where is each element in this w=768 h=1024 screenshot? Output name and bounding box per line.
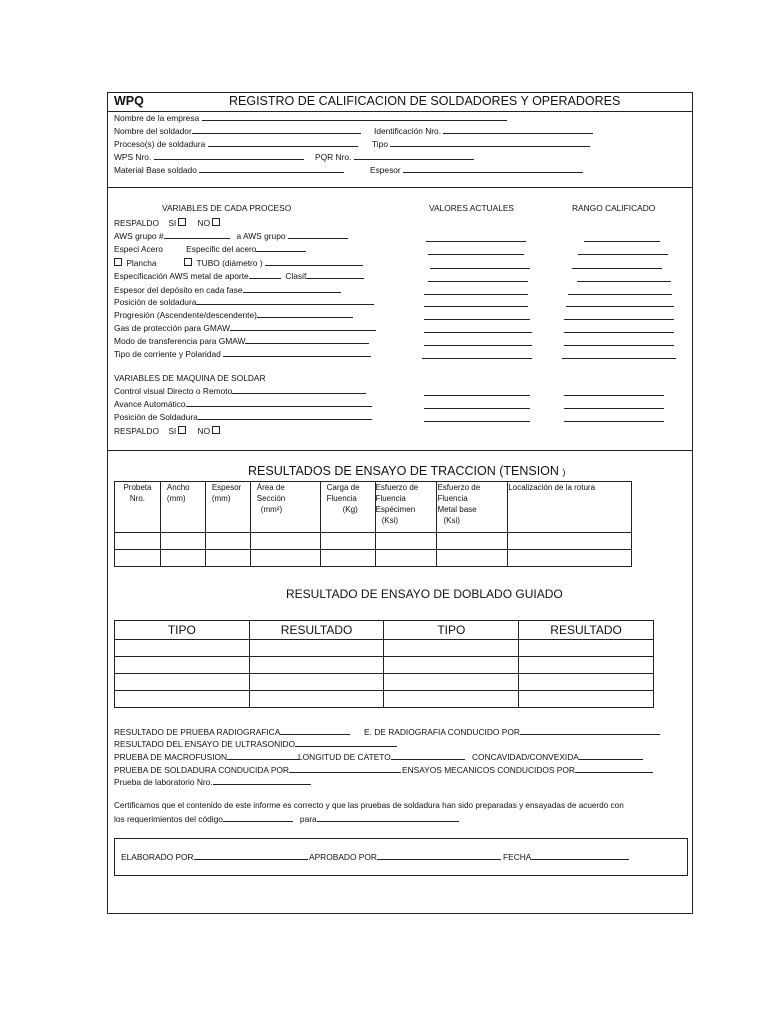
rango-line	[564, 421, 664, 422]
rango-line	[568, 294, 672, 295]
posicion-soldadura-row: Posición de Soldadura	[114, 412, 372, 422]
respaldo-row: RESPALDO SI NO	[114, 218, 222, 228]
maquina-heading: VARIABLES DE MAQUINA DE SOLDAR	[114, 373, 266, 383]
respaldo-no-checkbox[interactable]	[212, 218, 220, 226]
fecha-row: FECHA	[503, 852, 629, 862]
form-title: REGISTRO DE CALIFICACION DE SOLDADORES Y OPERADORES	[229, 94, 621, 108]
info-divider	[107, 187, 693, 188]
col-valores-actuales: VALORES ACTUALES	[429, 203, 515, 213]
conducido-row: E. DE RADIOGRAFIA CONDUCIDO POR	[364, 727, 660, 737]
rango-line	[572, 268, 662, 269]
info-procesos: Proceso(s) de soldadura	[114, 139, 358, 149]
header-tipo: TIPO	[384, 621, 519, 640]
rango-line	[562, 358, 676, 359]
espesor-deposito-row: Espesor del depósito en cada fase	[114, 285, 341, 295]
actual-line	[424, 421, 530, 422]
rango-line	[564, 395, 664, 396]
actual-line	[422, 358, 532, 359]
info-wps: WPS Nro.	[114, 152, 304, 162]
header-esfuerzo-base: Esfuerzo de Fluencia Metal base (Ksi)	[437, 482, 508, 533]
actual-line	[426, 241, 526, 242]
info-espesor: Espesor	[370, 165, 583, 175]
maquina-respaldo-si-checkbox[interactable]	[178, 426, 186, 434]
traccion-table	[114, 481, 632, 567]
elaborado-row: ELABORADO POR	[121, 852, 308, 862]
aws-grupo-row: AWS grupo # a AWS grupo	[114, 231, 348, 241]
header-espesor: Espesor (mm)	[205, 482, 250, 533]
table-row	[115, 550, 632, 567]
traccion-header-row	[115, 482, 632, 533]
actual-line	[424, 306, 528, 307]
mecanicos-row: ENSAYOS MECANICOS CONDUCIDOS POR	[402, 765, 653, 775]
actual-line	[424, 408, 530, 409]
ultrasonido-row: RESULTADO DEL ENSAYO DE ULTRASONIDO	[114, 739, 397, 749]
header-probeta: Probeta Nro.	[115, 482, 161, 533]
doblado-title: RESULTADO DE ENSAYO DE DOBLADO GUIADO	[286, 587, 563, 601]
respaldo-si-checkbox[interactable]	[178, 218, 186, 226]
col-rango-calificado: RANGO CALIFICADO	[572, 203, 656, 213]
header-localizacion: Localización de la rotura	[508, 482, 632, 533]
header-divider	[107, 111, 693, 112]
acero-row: Especi Acero Especific del acero	[114, 244, 306, 254]
rango-line	[564, 408, 664, 409]
rango-line	[564, 345, 674, 346]
rango-line	[564, 319, 674, 320]
info-tipo: Tipo	[372, 139, 590, 149]
info-pqr: PQR Nro.	[315, 152, 474, 162]
info-soldador: Nombre del soldador	[114, 126, 361, 136]
header-esfuerzo-especimen: Esfuerzo de Fluencia Espécimen (Ksi)	[375, 482, 437, 533]
laboratorio-row: Prueba de laboratorio Nro.	[114, 777, 311, 787]
actual-line	[424, 294, 528, 295]
rango-line	[584, 241, 660, 242]
posicion-row: Posición de soldadura	[114, 297, 374, 307]
rango-line	[578, 254, 668, 255]
form-code: WPQ	[114, 94, 144, 108]
header-carga: Carga de Fluencia (Kg)	[320, 482, 375, 533]
control-row: Control visual Directo o Remoto	[114, 386, 366, 396]
doblado-header-row	[115, 621, 654, 640]
table-row	[115, 640, 654, 657]
actual-line	[430, 268, 530, 269]
rango-line	[564, 332, 674, 333]
actual-line	[424, 332, 532, 333]
rango-line	[566, 306, 674, 307]
info-identificacion: Identificación Nro.	[374, 126, 593, 136]
table-row	[115, 533, 632, 550]
radiografica-row: RESULTADO DE PRUEBA RADIOGRAFICA	[114, 727, 350, 737]
table-row	[115, 691, 654, 708]
header-resultado: RESULTADO	[249, 621, 384, 640]
actual-line	[424, 395, 530, 396]
variables-divider	[107, 450, 693, 451]
cateto-row: LONGITUD DE CATETO	[298, 752, 465, 762]
table-row	[115, 657, 654, 674]
header-area: Área de Sección (mm²)	[250, 482, 320, 533]
header-ancho: Ancho (mm)	[160, 482, 205, 533]
doblado-table	[114, 620, 654, 708]
especificacion-aws-row: Especificación AWS metal de aporte Clasif	[114, 271, 364, 281]
actual-line	[424, 345, 532, 346]
actual-line	[424, 319, 530, 320]
certificacion-line2: los requerimientos del código para	[114, 814, 459, 824]
macrofusion-row: PRUEBA DE MACROFUSION	[114, 752, 299, 762]
actual-line	[428, 254, 524, 255]
actual-line	[428, 281, 528, 282]
header-resultado: RESULTADO	[519, 621, 654, 640]
maquina-respaldo-no-checkbox[interactable]	[212, 426, 220, 434]
plancha-checkbox[interactable]	[114, 258, 122, 266]
rango-line	[577, 281, 671, 282]
soldadura-conducida-row: PRUEBA DE SOLDADURA CONDUCIDA POR	[114, 765, 401, 775]
maquina-respaldo-row: RESPALDO SI NO	[114, 426, 222, 436]
info-empresa: Nombre de la empresa	[114, 113, 507, 123]
corriente-row: Tipo de corriente y Polaridad	[114, 349, 371, 359]
plancha-tubo-row: Plancha TUBO (diámetro )	[114, 258, 363, 268]
info-material: Material Base soldado	[114, 165, 344, 175]
table-row	[115, 674, 654, 691]
header-tipo: TIPO	[115, 621, 250, 640]
progresion-row: Progresión (Ascendente/descendente)	[114, 310, 353, 320]
gas-row: Gas de protección para GMAW	[114, 323, 376, 333]
traccion-title: RESULTADOS DE ENSAYO DE TRACCION (TENSION )	[248, 464, 566, 478]
concavidad-row: CONCAVIDAD/CONVEXIDA	[472, 752, 643, 762]
aprobado-row: APROBADO POR	[309, 852, 501, 862]
variables-heading: VARIABLES DE CADA PROCESO	[162, 203, 292, 213]
modo-row: Modo de transferencia para GMAW	[114, 336, 369, 346]
avance-row: Avance Automático	[114, 399, 372, 409]
tubo-checkbox[interactable]	[184, 258, 192, 266]
certificacion-line1: Certificamos que el contenido de este informe es correcto y que las pruebas de soldadura han sido preparadas y ensayadas de acuerdo con	[114, 801, 624, 810]
